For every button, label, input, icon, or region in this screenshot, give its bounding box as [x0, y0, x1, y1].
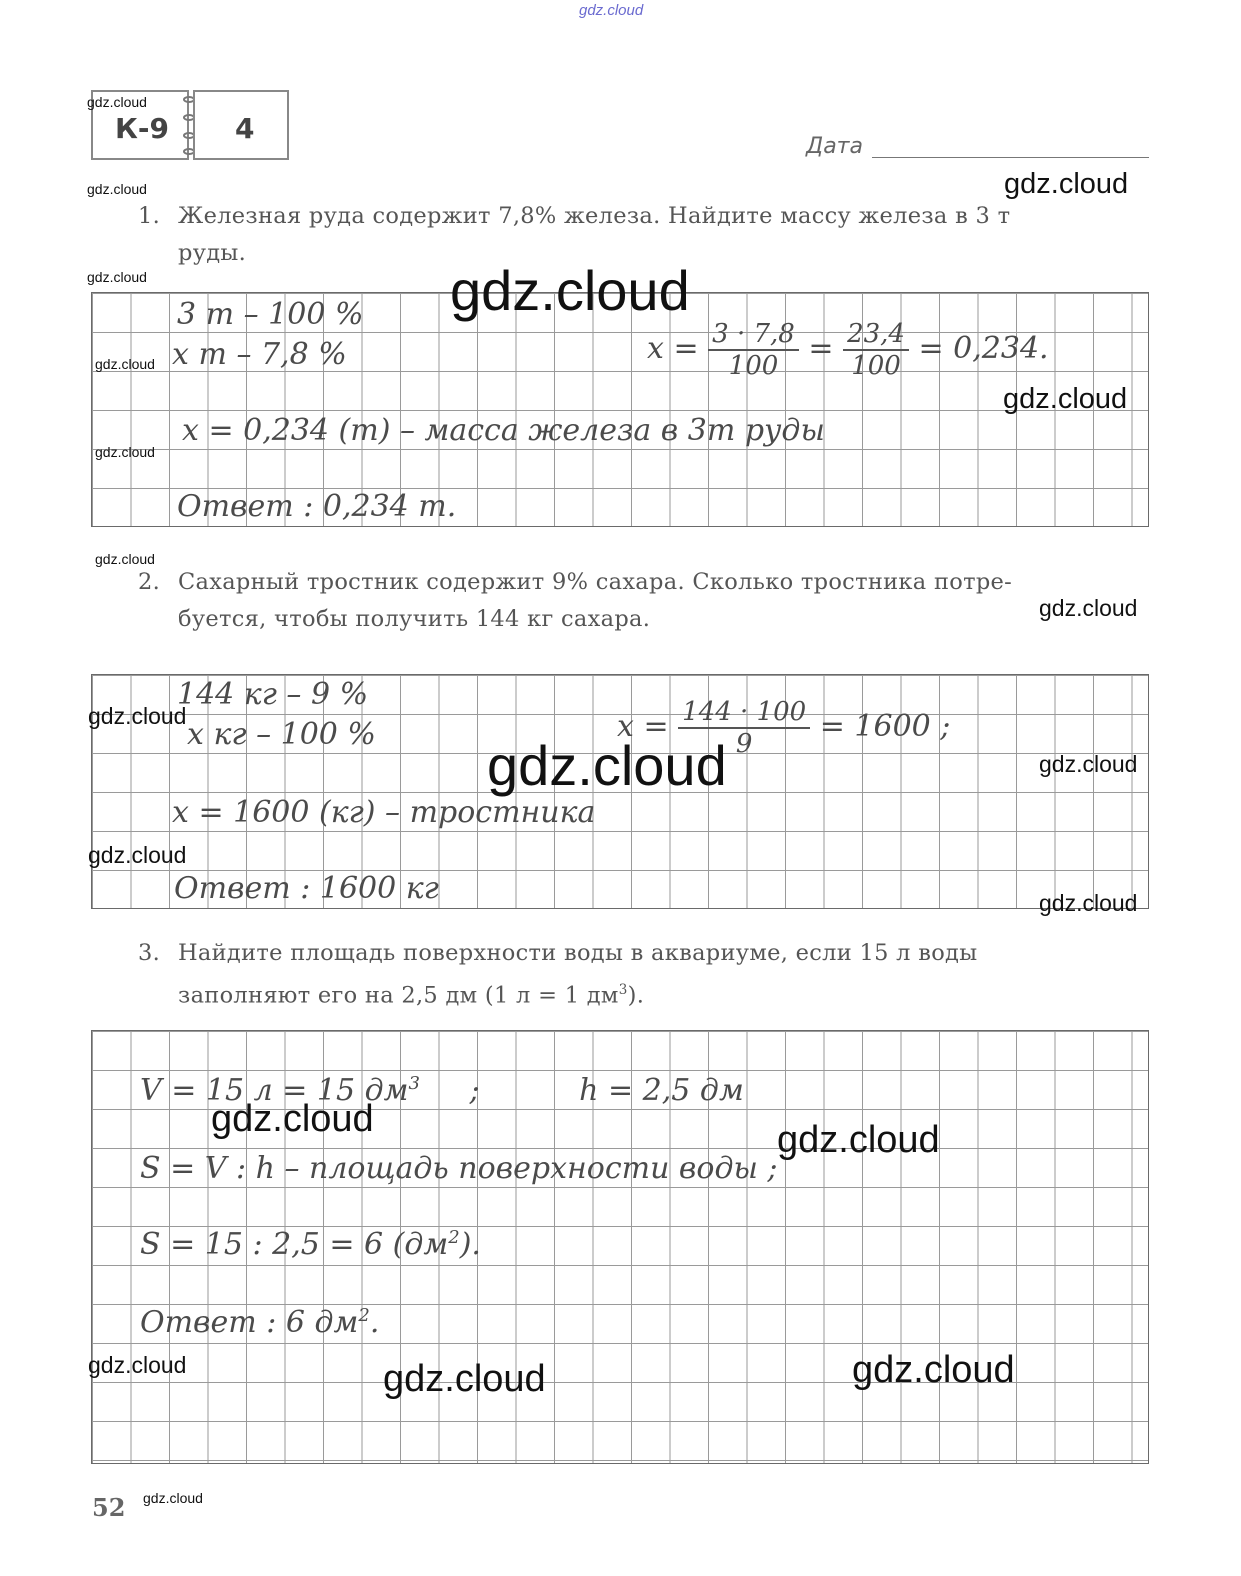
watermark: gdz.cloud: [1003, 383, 1128, 415]
badge-number-box: [193, 90, 289, 160]
task-3-line-2-end: ).: [627, 982, 645, 1009]
watermark: gdz.cloud: [95, 356, 155, 372]
task-1-result: = 0,234.: [918, 331, 1049, 366]
task-3-line-2: [178, 972, 1158, 1015]
task-3-answer-text: Ответ : 6 дм: [140, 1305, 359, 1340]
watermark: gdz.cloud: [211, 1098, 374, 1140]
task-2-fraction-den: 9: [735, 729, 753, 759]
task-3-row-2: S = V : h – площадь поверхности воды ;: [140, 1151, 778, 1186]
task-3-answer-end: .: [369, 1305, 380, 1340]
date-field-line: [872, 157, 1149, 158]
task-1-equals: =: [808, 331, 834, 366]
date-label: Дата: [806, 134, 863, 159]
watermark: gdz.cloud: [383, 1358, 546, 1400]
page-number: 52: [92, 1493, 126, 1522]
task-2-row-3: х = 1600 (кг) – тростника: [172, 795, 596, 830]
task-1-line-2: руды.: [178, 240, 247, 266]
task-3-row-3: [140, 1227, 481, 1262]
watermark: gdz.cloud: [87, 94, 147, 110]
task-1-fraction-1: [708, 319, 799, 381]
task-3-answer: [140, 1305, 379, 1340]
task-2-x-equals: х =: [617, 709, 669, 744]
task-3-answer-sup: 2: [358, 1305, 370, 1326]
watermark: gdz.cloud: [95, 444, 155, 460]
watermark: gdz.cloud: [88, 703, 187, 729]
task-3-height: h = 2,5 дм: [579, 1073, 744, 1108]
watermark: gdz.cloud: [143, 1490, 203, 1506]
task-3-line-2-sup: 3: [618, 982, 628, 998]
task-2-row-2: х кг – 100 %: [187, 717, 376, 752]
task-1-fraction-1-den: 100: [728, 351, 779, 381]
site-watermark-top[interactable]: gdz.cloud: [579, 2, 644, 19]
task-1-row-1: 3 т – 100 %: [177, 297, 364, 332]
task-1-row-2: х т – 7,8 %: [172, 337, 347, 372]
task-3-separator: ;: [469, 1073, 480, 1108]
task-1-row-3: х = 0,234 (т) – масса железа в 3т руды: [182, 413, 825, 448]
task-1-x-equals: х =: [647, 331, 699, 366]
task-1-formula: [647, 319, 1049, 381]
task-3-line-2-text: заполняют его на 2,5 дм (1 л = 1 дм: [178, 982, 619, 1009]
task-2-answer: Ответ : 1600 кг: [174, 871, 439, 906]
watermark: gdz.cloud: [87, 269, 147, 285]
task-2-result: = 1600 ;: [819, 709, 951, 744]
task-2-fraction-num: 144 · 100: [678, 697, 810, 729]
watermark: gdz.cloud: [87, 181, 147, 197]
task-3-answer-grid: [91, 1030, 1149, 1464]
watermark: gdz.cloud: [95, 551, 155, 567]
watermark: gdz.cloud: [487, 734, 727, 797]
task-1-fraction-2: [843, 319, 909, 381]
task-2-statement: [138, 564, 1158, 638]
task-1-fraction-2-den: 100: [851, 351, 901, 381]
task-3-area-end: ).: [459, 1227, 481, 1262]
task-1-answer-grid: [91, 292, 1149, 527]
task-2-line-2: буется, чтобы получить 144 кг сахара.: [178, 606, 651, 632]
task-1-number: 1.: [138, 203, 161, 229]
task-3-statement: [138, 935, 1158, 1015]
task-3-area-sup: 2: [448, 1227, 460, 1248]
watermark: gdz.cloud: [88, 842, 187, 868]
watermark: gdz.cloud: [1039, 890, 1138, 916]
task-1-answer: Ответ : 0,234 т.: [177, 489, 457, 524]
task-2-line-1: Сахарный тростник содержит 9% сахара. Сколько тростника потре-: [178, 569, 1013, 595]
watermark: gdz.cloud: [777, 1119, 940, 1161]
watermark: gdz.cloud: [1004, 168, 1129, 200]
watermark: gdz.cloud: [852, 1349, 1015, 1391]
task-2-row-1: 144 кг – 9 %: [177, 677, 369, 712]
task-2-number: 2.: [138, 569, 161, 595]
watermark: gdz.cloud: [450, 259, 690, 322]
task-3-volume-sup: 3: [408, 1073, 420, 1094]
task-1-line-1: Железная руда содержит 7,8% железа. Найдите массу железа в 3 т: [178, 203, 1011, 229]
watermark: gdz.cloud: [1039, 595, 1138, 621]
task-3-line-1: Найдите площадь поверхности воды в аквариуме, если 15 л воды: [178, 940, 978, 966]
task-1-fraction-2-num: 23,4: [843, 319, 909, 351]
task-3-number: 3.: [138, 940, 161, 966]
watermark: gdz.cloud: [1039, 751, 1138, 777]
watermark: gdz.cloud: [88, 1352, 187, 1378]
badge-code: К-9: [115, 112, 169, 145]
task-3-area-calc: S = 15 : 2,5 = 6 (дм: [140, 1227, 449, 1262]
badge-number: 4: [235, 112, 255, 145]
task-3-volume: V = 15 л = 15 дм: [140, 1073, 409, 1108]
task-1-fraction-1-num: 3 · 7,8: [708, 319, 799, 351]
